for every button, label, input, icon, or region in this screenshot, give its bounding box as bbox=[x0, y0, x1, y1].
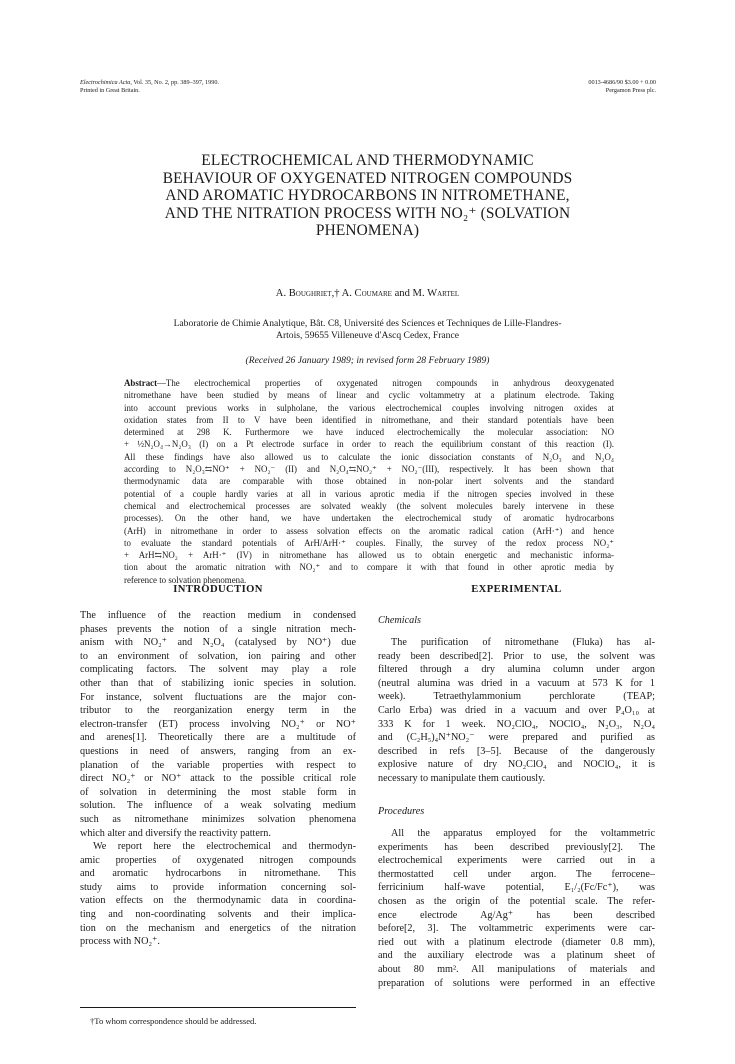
procedures-text bbox=[378, 827, 655, 990]
abstract-line: potential of a couple hardly varies at all in various aprotic media if the nitrogen species involved in these bbox=[124, 488, 614, 499]
publisher: Pergamon Press plc. bbox=[605, 86, 656, 94]
text-line: Carlo Erba) was dried in a vacuum and over P₄O₁₀ at bbox=[378, 704, 655, 716]
affiliation-line: Laboratorie de Chimie Analytique, Bât. C8, Université des Sciences et Techniques de Lille-Flandres- bbox=[173, 318, 562, 329]
affiliation bbox=[120, 318, 615, 343]
paper-title bbox=[80, 152, 655, 240]
text-line: process with NO₂⁺. bbox=[80, 936, 160, 948]
text-line: described in refs [3–5]. Because of the dangerously bbox=[378, 745, 655, 757]
text-line: (neutral alumina was dried in a vacuum at 573 K for 1 bbox=[378, 677, 655, 689]
journal-citation: Vol. 35, No. 2, pp. 389–397, 1990. bbox=[131, 79, 219, 86]
title-line: PHENOMENA) bbox=[315, 222, 420, 240]
introduction-text bbox=[80, 609, 356, 949]
text-line: ried out with a platinum electrode (diameter 0.8 mm), bbox=[378, 936, 655, 948]
text-line: tributor to the reorganization energy term in the bbox=[80, 705, 356, 717]
abstract-line: oxidation states from II to V have been identified in nitromethane, and their standard potentials have been bbox=[124, 414, 614, 425]
abstract-line: (ArH) in nitromethane in order to assess solvation effects on the aromatic radical cation (ArH·⁺) and hence bbox=[124, 525, 614, 536]
text-line: such as nitromethane minimizes solvation phenomena bbox=[80, 813, 356, 825]
text-line: preparation of solutions were performed in an effective bbox=[378, 977, 655, 989]
title-line: AND THE NITRATION PROCESS WITH NO₂⁺ (SOLVATION bbox=[164, 204, 571, 222]
text-line: study aims to provide information concerning sol- bbox=[80, 881, 356, 893]
received-date: (Received 26 January 1989; bbox=[245, 355, 354, 366]
abstract-line: tion about the aromatic nitration with NO₂⁺ and to compare it with that found in other aprotic media by bbox=[124, 562, 614, 573]
abstract-line: —The electrochemical properties of oxygenated nitrogen compounds in anhydrous deoxygenated bbox=[157, 378, 614, 388]
title-line: AND AROMATIC HYDROCARBONS IN NITROMETHANE, bbox=[165, 187, 570, 205]
abstract-line: chemical and electrochemical processes are solvated weakly (the solvent molecules barely intervene in these bbox=[124, 500, 614, 511]
text-line: We report here the electrochemical and thermodyn- bbox=[93, 841, 356, 853]
abstract-line: + ½N₂O₄→N₂O₃ (I) on a Pt electrode surface in order to reach the equilibrium constant of this reaction (I). bbox=[124, 439, 614, 450]
author-name: M. Wartel bbox=[412, 288, 460, 299]
text-line: questions in need of answers, ranging from an ex- bbox=[80, 745, 356, 757]
abstract-line: into account previous works in sulpholane, the various electrochemical couples involving nitrogen oxides at bbox=[124, 402, 614, 413]
abstract-label: Abstract bbox=[124, 378, 158, 388]
chemicals-heading: Chemicals bbox=[378, 615, 422, 626]
text-line: explosive nature of dry NO₂ClO₄ and NOClO₄, it is bbox=[378, 759, 655, 771]
text-line: ready been described[2]. Prior to use, the solvent was bbox=[378, 650, 655, 662]
text-line: to an environment of solvation, ion pairing and other bbox=[80, 650, 356, 662]
abstract-line: nitromethane have been studied by means of linear and cyclic voltammetry at a platinum electrode. Taking bbox=[124, 390, 614, 401]
text-line: and (C₂H₅)₄N⁺NO₂⁻ were prepared and purified as bbox=[378, 732, 655, 744]
abstract bbox=[124, 377, 614, 586]
text-line: ence electrode Ag/Ag⁺ has been described bbox=[378, 909, 655, 921]
text-line: 333 K for 1 week. NO₂ClO₄, NOClO₄, N₂O₃, N₂O₄ bbox=[378, 718, 655, 730]
running-header-left bbox=[80, 79, 219, 94]
abstract-line: processes). On the other hand, we have undertaken the electrochemical study of aromatic hydrocarbons bbox=[124, 513, 614, 524]
running-header-right bbox=[588, 79, 656, 94]
text-line: chosen as the origin of the potential scale. The refer- bbox=[378, 895, 655, 907]
author-names: A. Boughriet,† A. Coumare bbox=[275, 288, 392, 299]
abstract-line: to evaluate the standard potentials of ArH/ArH·⁺ couples. Finally, the survey of the redox process NO₂⁺ bbox=[124, 537, 614, 548]
text-line: ferricinium half-wave potential, E₁/₂(Fc/Fc⁺), was bbox=[378, 882, 655, 894]
abstract-line: reference to solvation phenomena. bbox=[124, 574, 247, 585]
title-line: ELECTROCHEMICAL AND THERMODYNAMIC bbox=[201, 152, 534, 169]
text-line: solution. The influence of a weak solvating medium bbox=[80, 800, 356, 812]
text-line: vation effects on the thermodynamic data in coordina- bbox=[80, 895, 356, 907]
text-line: experiments has been described previously[2]. The bbox=[378, 841, 655, 853]
affiliation-line: Artois, 59655 Villeneuve d'Ascq Cedex, France bbox=[276, 330, 459, 342]
text-line: which alter and diversify the reactivity pattern. bbox=[80, 827, 271, 839]
text-line: before[2, 3]. The voltammetric experiments were car- bbox=[378, 923, 655, 935]
footnote-rule bbox=[80, 1007, 356, 1008]
abstract-line: according to N₂O₃⇆NO⁺ + NO₂⁻ (II) and N₂O₄⇆NO₂⁺ + NO₂⁻(III), respectively. It has been shown that bbox=[124, 464, 614, 475]
abstract-line: thermodynamic data are comparable with those obtained in non-polar inert solvents and the standard bbox=[124, 476, 614, 487]
text-line: necessary to manipulate them cautiously. bbox=[378, 772, 546, 784]
introduction-heading: INTRODUCTION bbox=[173, 584, 263, 595]
text-line: complicating factors. The solvent may play a role bbox=[80, 664, 356, 676]
text-line: and arenes[1]. Theoretically there are a multitude of bbox=[80, 732, 356, 744]
text-line: electron-transfer (ET) process involving NO₂⁺ or NO⁺ bbox=[80, 718, 356, 730]
abstract-line: All these findings have also allowed us to calculate the ionic dissociation constants of N₂O₃ and N₂O₄ bbox=[124, 451, 614, 462]
author-list bbox=[80, 288, 655, 299]
footnote: †To whom correspondence should be addressed. bbox=[90, 1016, 257, 1026]
text-line: week). Tetraethylammonium perchlorate (TEAP; bbox=[378, 691, 655, 703]
abstract-line: determined at 298 K. Furthermore we have induced electrochemically the molecular association: NO bbox=[124, 427, 614, 438]
revised-date: in revised form 28 February 1989) bbox=[353, 355, 490, 366]
text-line: and the auxiliary electrode was a platinum sheet of bbox=[378, 950, 655, 962]
text-line: All the apparatus employed for the voltammetric bbox=[391, 828, 655, 839]
issn-price: 0013-4686/90 $3.00 + 0.00 bbox=[588, 79, 656, 86]
text-line: The influence of the reaction medium in condensed bbox=[80, 610, 356, 621]
text-line: other than that of stabilizing ionic species in solution. bbox=[80, 677, 356, 689]
abstract-line: + ArH⇆NO₂ + ArH·⁺ (IV) in nitromethane has allowed us to obtain energetic and mechanistic informa- bbox=[124, 550, 614, 561]
text-line: amic properties of oxygenated nitrogen compounds bbox=[80, 854, 356, 866]
text-line: planation of the variable properties with respect to bbox=[80, 759, 356, 771]
text-line: about 80 mm². All manipulations of materials and bbox=[378, 963, 655, 975]
text-line: tion on the mechanism and energetics of the nitration bbox=[80, 922, 356, 934]
title-line: BEHAVIOUR OF OXYGENATED NITROGEN COMPOUNDS bbox=[162, 169, 573, 187]
text-line: direct NO₂⁺ or NO⁺ attack to the possible critical role bbox=[80, 773, 356, 785]
text-line: ting and non-coordinating solvents and their implica- bbox=[80, 909, 356, 921]
received-dates bbox=[80, 355, 655, 366]
text-line: filtered through a dry alumina column under argon bbox=[378, 664, 655, 676]
printed-in: Printed in Great Britain. bbox=[80, 86, 140, 94]
chemicals-text bbox=[378, 636, 655, 786]
text-line: and aromatic hydrocarbons in nitromethane. This bbox=[80, 868, 356, 880]
text-line: of solvation in determining the most stable form in bbox=[80, 786, 356, 798]
text-line: anism with NO₂⁺ and N₂O₄ (catalysed by NO⁺) due bbox=[80, 637, 356, 649]
text-line: For instance, solvent fluctuations are the major con- bbox=[80, 691, 356, 703]
journal-name: Electrochimica Acta, bbox=[80, 79, 132, 86]
text-line: thermostatted cell under argon. The ferrocene– bbox=[378, 868, 655, 880]
author-and: and bbox=[391, 288, 413, 299]
experimental-heading: EXPERIMENTAL bbox=[471, 584, 562, 595]
text-line: phases prevents the notion of a single nitration mech- bbox=[80, 623, 356, 635]
procedures-heading: Procedures bbox=[378, 806, 425, 817]
text-line: electrochemical experiments were carried out in a bbox=[378, 855, 655, 867]
text-line: The purification of nitromethane (Fluka) has al- bbox=[391, 637, 655, 648]
